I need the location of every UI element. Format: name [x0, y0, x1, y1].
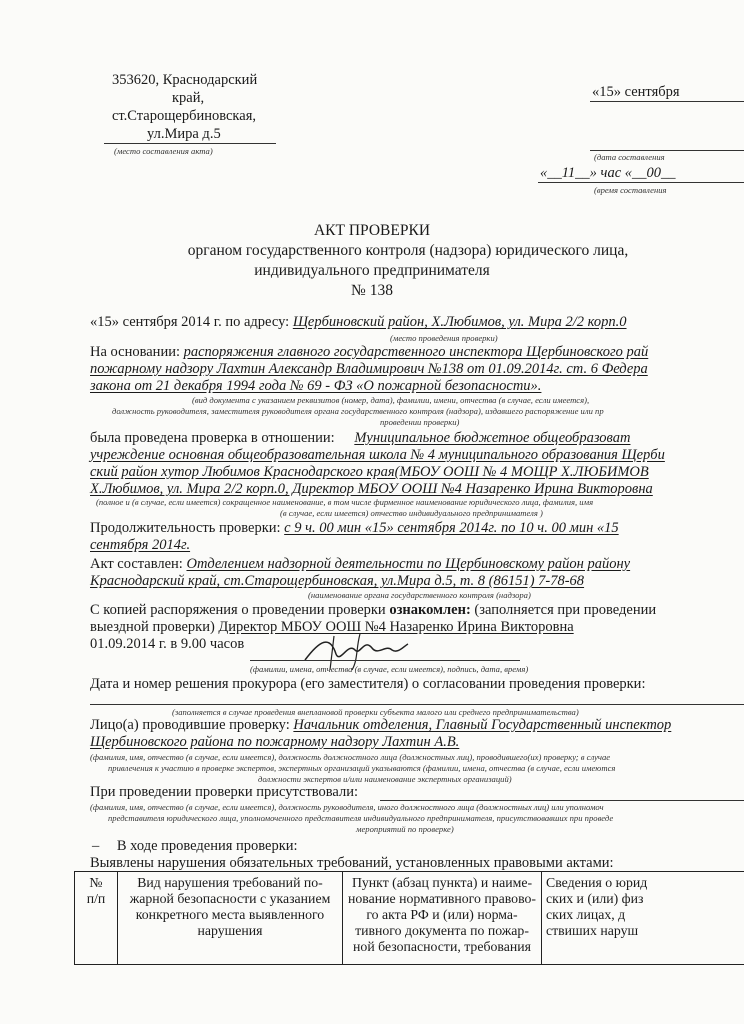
basis-text-1: распоряжения главного государственного инспектора Щербиновского рай — [183, 344, 649, 360]
address-line-4: ул.Мира д.5 — [147, 126, 221, 142]
during-dash: – — [92, 838, 100, 854]
violations-label: Выявлены нарушения обязательных требований, установленных правовыми актами: — [90, 855, 614, 871]
inspectors-line-1 — [90, 717, 671, 734]
address-prefix: «15» сентября 2014 г. по адресу: — [90, 314, 290, 330]
place-caption: (место составления акта) — [114, 146, 213, 156]
present-caption-3: мероприятий по проверке) — [356, 824, 454, 834]
subject-caption-1: (полное и (в случае, если имеется) сокращенное наименование, в том числе фирменное наименование юридического лица, фамилия, имя — [96, 497, 594, 507]
duration-text-2: сентября 2014г. — [90, 537, 191, 553]
basis-caption-3: проведении проверки) — [380, 417, 460, 427]
act-by-line-1 — [90, 556, 630, 573]
basis-text-2: пожарному надзору Лахтин Александр Владимирович №138 от 01.09.2014г. ст. 6 Федера — [90, 361, 648, 377]
table-header-row — [75, 872, 744, 965]
address-caption: (место проведения проверки) — [390, 333, 498, 343]
act-by-text-2: Краснодарский край, ст.Старощербиновская, ул.Мира д.5, т. 8 (86151) 7-78-68 — [90, 573, 585, 589]
inspection-date-address — [90, 314, 627, 331]
address-value: Щербиновский район, Х.Любимов, ул. Мира 2/2 корп.0 — [292, 314, 627, 330]
during-line — [92, 838, 298, 855]
present-caption-2: представителя юридического лица, уполномоченного представителя индивидуального предпринимателя, присутствовавших при проведе — [108, 813, 614, 823]
date-caption: (дата составления — [594, 152, 665, 162]
basis-label: На основании: — [90, 344, 180, 360]
familiar-text-3: 01.09.2014 г. в 9.00 часов — [90, 636, 245, 652]
act-by-text-1: Отделением надзорной деятельности по Щербиновскому район району — [186, 556, 631, 572]
familiar-text-1c: (заполняется при проведении — [474, 602, 657, 618]
present-caption-1: (фамилия, имя, отчество (в случае, если имеется), должность руководителя, иного должностного лица (должностных лиц) или уполномоч — [90, 802, 604, 812]
title-sub1: органом государственного контроля (надзора) юридического лица, — [187, 242, 629, 259]
subject-label: была проведена проверка в отношении: — [90, 430, 335, 446]
title-sub2: индивидуального предпринимателя — [254, 262, 490, 279]
time-value: «__11__» час «__00__ — [540, 165, 676, 181]
inspectors-text-2: Щербиновского района по пожарному надзору Лахтин А.В. — [90, 734, 460, 750]
familiar-line-1 — [90, 602, 656, 619]
during-label: В ходе проведения проверки: — [116, 838, 298, 854]
subject-text-1: Муниципальное бюджетное общеобразоват — [354, 430, 631, 446]
time-caption: (время составления — [594, 185, 667, 195]
col-number-header: № п/п — [75, 872, 118, 965]
basis-caption-2: должность руководителя, заместителя руководителя органа государственного контроля (надзора), издавшего распоряжение или пр — [112, 406, 604, 416]
familiar-text-1b: ознакомлен: — [389, 602, 471, 618]
familiar-caption: (фамилии, имена, отчества (в случае, если имеется), подпись, дата, время) — [250, 664, 529, 674]
date-value: «15» сентября — [592, 84, 680, 100]
basis-line-1 — [90, 344, 648, 361]
act-number: № 138 — [351, 282, 393, 299]
subject-line-1 — [90, 430, 630, 447]
subject-text-2: учреждение основная общеобразовательная школа № 4 муниципального образования Щерби — [90, 447, 665, 463]
prosecutor-label: Дата и номер решения прокурора (его заместителя) о согласовании проведения проверки: — [90, 676, 646, 692]
act-by-caption: (наименование органа государственного контроля (надзора) — [308, 590, 531, 600]
duration-text-1: с 9 ч. 00 мин «15» сентября 2014г. по 10 ч. 00 мин «15 — [284, 520, 619, 536]
inspectors-caption-1: (фамилия, имя, отчество (в случае, если имеется), должность должностного лица (должностных лиц), проводившего(их) проверку; в случае — [90, 752, 611, 762]
basis-text-3: закона от 21 декабря 1994 года № 69 - ФЗ «О пожарной безопасности». — [90, 378, 542, 394]
act-by-label: Акт составлен: — [90, 556, 183, 572]
subject-text-4: Х.Любимов, ул. Мира 2/2 корп.0, Директор МБОУ ООШ №4 Назаренко Ирина Викторовна — [90, 481, 653, 497]
subject-caption-2: (в случае, если имеется) отчество индивидуального предпринимателя ) — [280, 508, 543, 518]
duration-label: Продолжительность проверки: — [90, 520, 281, 536]
address-line-2: край, — [172, 90, 205, 106]
basis-caption-1: (вид документа с указанием реквизитов (номер, дата), фамилии, имени, отчества (в случае, если имеется), — [192, 395, 590, 405]
inspectors-caption-3: должности экспертов и/или наименование экспертных организаций) — [258, 774, 512, 784]
subject-text-3: ский район хутор Любимов Краснодарского края(МБОУ ООШ № 4 МОЩР Х.ЛЮБИМОВ — [90, 464, 649, 480]
col-persons-header: Сведения о юрид ских и (или) физ ских лицах, д ствиших наруш — [542, 872, 744, 965]
inspectors-text-1: Начальник отделения, Главный Государственный инспектор — [293, 717, 672, 733]
col-clause-header: Пункт (абзац пункта) и наиме- нование нормативного правово- го акта РФ и (или) норма- тивного документа по пожар- ной безопасности, требования — [343, 872, 542, 965]
title-main: АКТ ПРОВЕРКИ — [313, 222, 431, 239]
familiar-text-1a: С копией распоряжения о проведении проверки — [90, 602, 386, 618]
present-label: При проведении проверки присутствовали: — [90, 784, 359, 800]
address-line-3: ст.Старощербиновская, — [112, 108, 256, 124]
address-line-1: 353620, Краснодарский — [112, 72, 258, 88]
inspectors-caption-2: привлечения к участию в проверке экспертов, экспертных организаций указываются (фамилии, имена, отчества (в случае, если имеются — [108, 763, 616, 773]
familiar-text-2a: выездной проверки) — [90, 619, 215, 635]
col-violation-header: Вид нарушения требований по- жарной безопасности с указанием конкретного места выявленного нарушения — [118, 872, 343, 965]
prosecutor-caption: (заполняется в случае проведения внеплановой проверки субъекта малого или среднего предпринимательства) — [172, 707, 579, 717]
duration-line-1 — [90, 520, 619, 537]
familiar-text-2b: Директор МБОУ ООШ №4 Назаренко Ирина Викторовна — [218, 619, 574, 635]
inspectors-label: Лицо(а) проводившие проверку: — [90, 717, 290, 733]
violations-table — [74, 871, 744, 965]
